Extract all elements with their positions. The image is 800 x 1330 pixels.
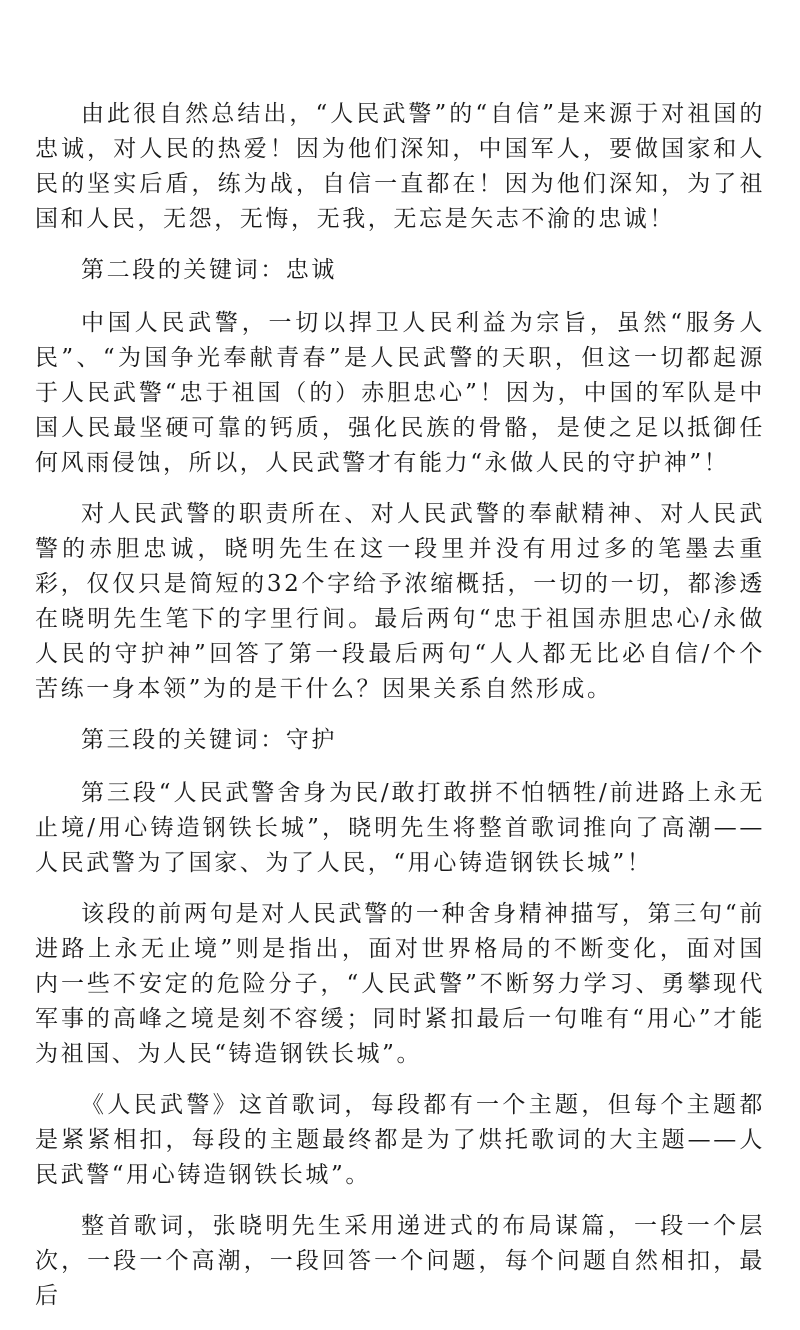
paragraph-structure: 整首歌词，张晓明先生采用递进式的布局谋篇，一段一个层次，一段一个高潮，一段回答一个问题，每个问题自然相扣，最后 (35, 1213, 765, 1309)
paragraph-loyalty: 中国人民武警，一切以捍卫人民利益为宗旨，虽然“服务人民”、“为国争光奉献青春”是人民武警的天职，但这一切都起源于人民武警“忠于祖国（的）赤胆忠心”！因为，中国的军队是中国人民最坚硬可靠的钙质，强化民族的骨骼，是使之足以抵御任何风雨侵蚀，所以，人民武警才有能力“永做人民的守护神”！ (35, 310, 765, 476)
paragraph-spirit: 该段的前两句是对人民武警的一种舍身精神描写，第三句“前进路上永无止境”则是指出，面对世界格局的不断变化，面对国内一些不安定的危险分子，“人民武警”不断努力学习、勇攀现代军事的高峰之境是刻不容缓；同时紧扣最后一句唯有“用心”才能为祖国、为人民“铸造钢铁长城”。 (35, 901, 765, 1067)
paragraph-theme: 《人民武警》这首歌词，每段都有一个主题，但每个主题都是紧紧相扣，每段的主题最终都是为了烘托歌词的大主题——人民武警“用心铸造钢铁长城”。 (35, 1092, 765, 1188)
paragraph-conclusion: 由此很自然总结出，“人民武警”的“自信”是来源于对祖国的忠诚，对人民的热爱！因为他们深知，中国军人，要做国家和人民的坚实后盾，练为战，自信一直都在！因为他们深知，为了祖国和人民，无怨，无悔，无我，无忘是矢志不渝的忠诚！ (35, 101, 765, 232)
section-heading-guard: 第三段的关键词：守护 (81, 727, 337, 753)
section-heading-loyalty: 第二段的关键词：忠诚 (81, 257, 337, 283)
paragraph-third-section: 第三段“人民武警舍身为民/敢打敢拼不怕牺牲/前进路上永无止境/用心铸造钢铁长城”，晓明先生将整首歌词推向了高潮——人民武警为了国家、为了人民，“用心铸造钢铁长城”！ (35, 780, 765, 876)
article-body (35, 97, 765, 1330)
paragraph-duty: 对人民武警的职责所在、对人民武警的奉献精神、对人民武警的赤胆忠诚，晓明先生在这一段里并没有用过多的笔墨去重彩，仅仅只是简短的32个字给予浓缩概括，一切的一切，都渗透在晓明先生笔下的字里行间。最后两句“忠于祖国赤胆忠心/永做人民的守护神”回答了第一段最后两句“人人都无比必自信/个个苦练一身本领”为的是干什么？因果关系自然形成。 (35, 501, 765, 702)
